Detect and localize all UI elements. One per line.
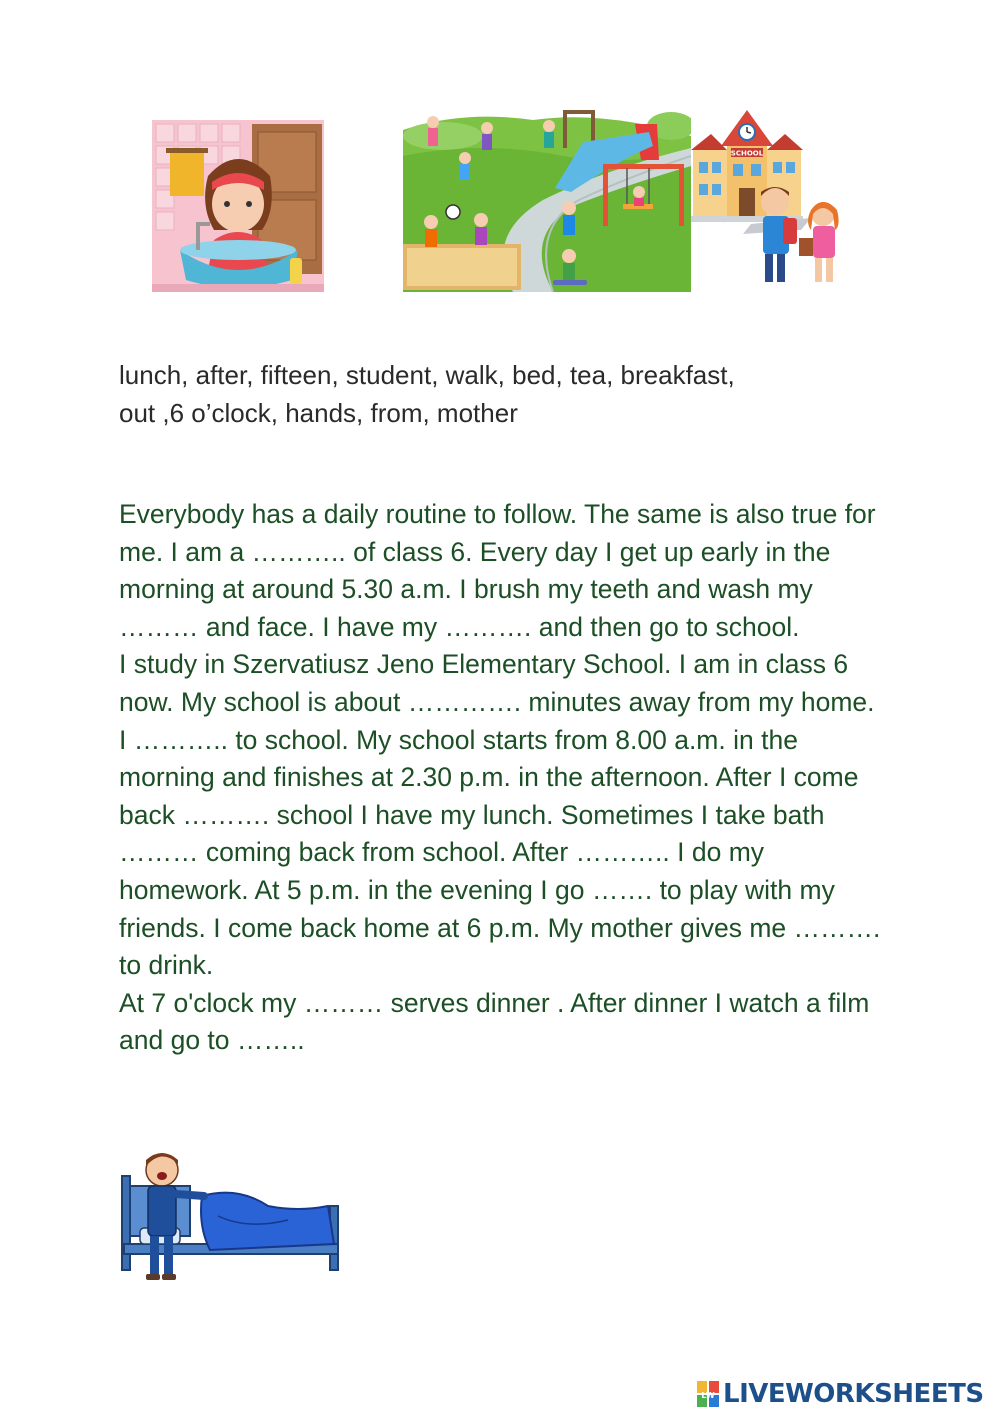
liveworksheets-logo [697,1378,984,1410]
liveworksheets-logo-icon [697,1381,719,1407]
girl-washing-face-illustration [152,120,324,292]
word-bank [119,357,879,432]
story-paragraph: At 7 o'clock my ……… serves dinner . After dinner I watch a film and go to …….. [119,987,870,1056]
word-bank-line: lunch, after, fifteen, student, walk, bed, tea, breakfast, [119,360,735,390]
word-bank-line: out ,6 o’clock, hands, from, mother [119,397,518,428]
story-text [119,496,889,1060]
playground-illustration [403,96,691,292]
school-children-illustration [691,106,855,292]
boy-bed-illustration [118,1146,340,1286]
liveworksheets-logo-text: LIVEWORKSHEETS [723,1379,984,1409]
school-sign-text: SCHOOL [730,149,764,158]
story-paragraph: I study in Szervatiusz Jeno Elementary School. I am in class 6 now. My school is about …………. minutes away from my home. I ……….. to school. My school starts from 8.00 a.m. in the morning and finishes at 2.30 p.m. in the afternoon. After I come back ………. school I have my lunch. Sometimes I take bath ……… coming back from school. After ……….. I do my homework. At 5 p.m. in the evening I go ……. to play with my friends. I come back home at 6 p.m. My mother gives me ………. to drink. [119,649,881,981]
story-paragraph: Everybody has a daily routine to follow. The same is also true for me. I am a ……….. of class 6. Every day I get up early in the morning at around 5.30 a.m. I brush my teeth and wash my ……… and face. I have my ………. and then go to school. [119,499,876,642]
logo-mark-text: LW [701,1391,715,1400]
